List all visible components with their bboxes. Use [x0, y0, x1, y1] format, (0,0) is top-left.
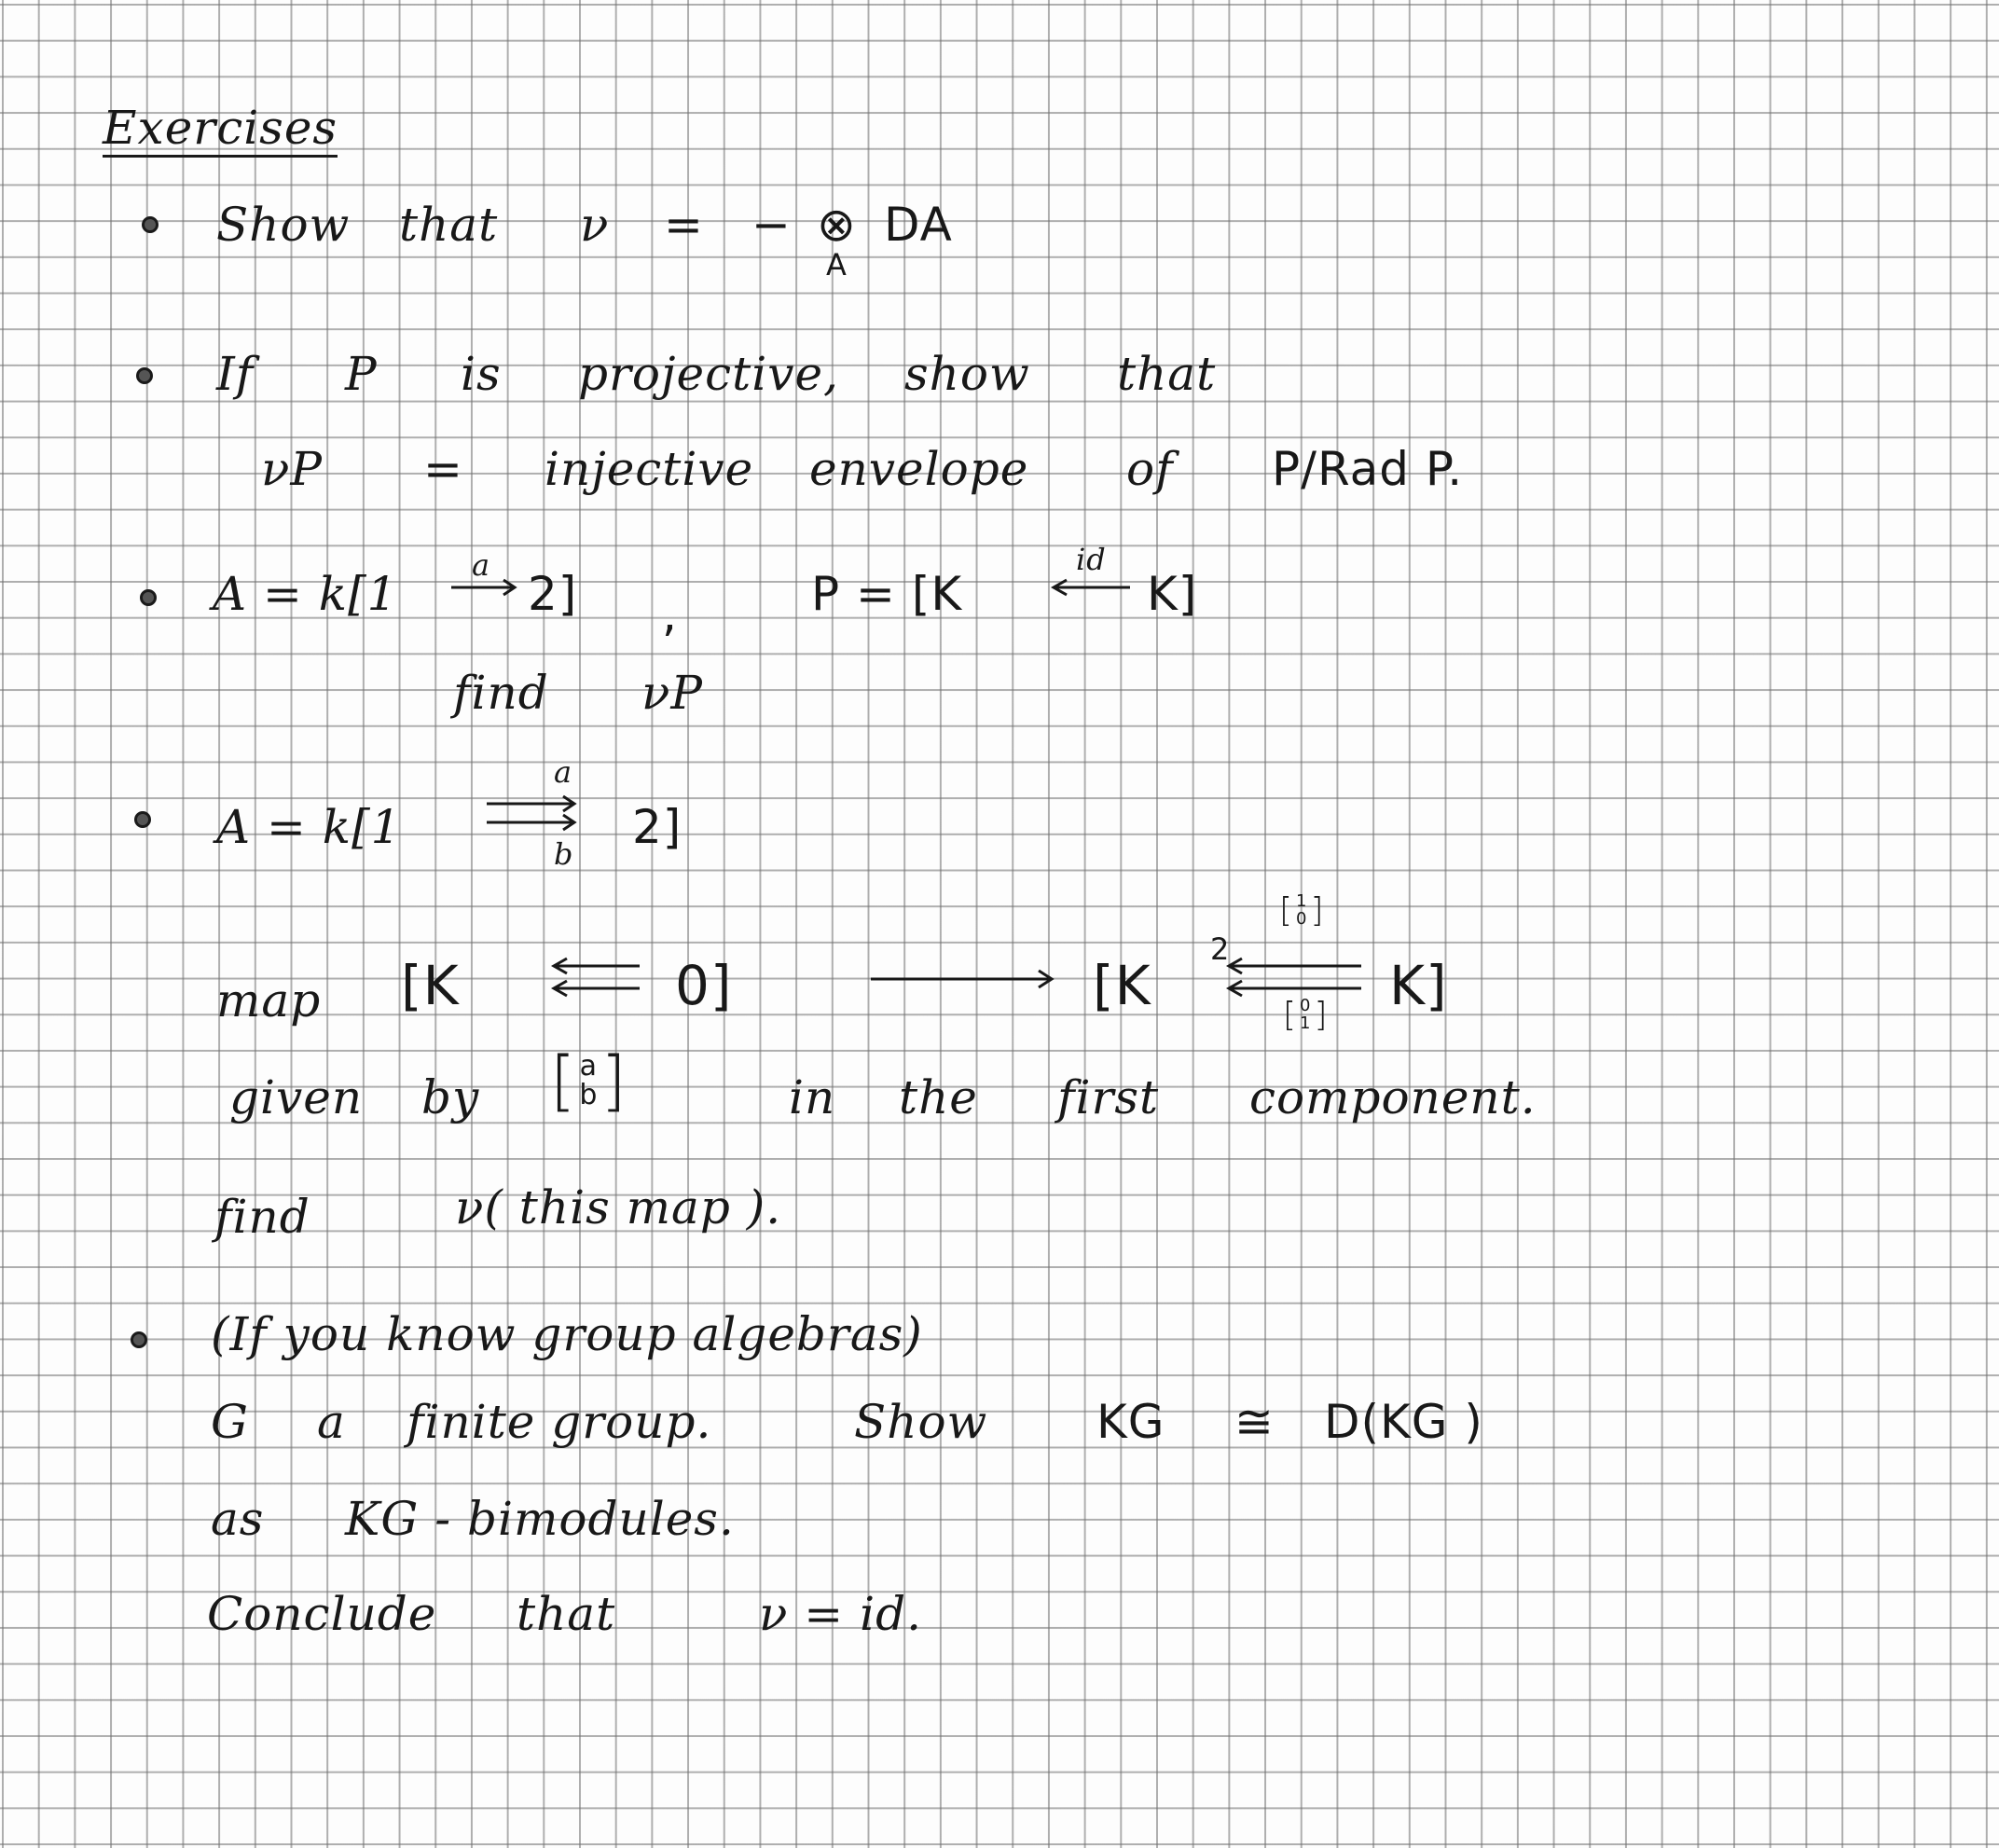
- ex2-prad: P/Rad P.: [1272, 442, 1464, 496]
- ex5-g: G: [211, 1395, 249, 1449]
- ex3-nup: νP: [641, 666, 704, 720]
- ex3-a-def: A = k[1: [213, 567, 398, 621]
- exercises-heading: Exercises: [103, 104, 338, 158]
- ex2-injective: injective: [545, 442, 754, 496]
- ex1-that: that: [399, 198, 499, 252]
- ex5-that: that: [517, 1587, 616, 1641]
- ex1-tensor-group: [817, 198, 857, 283]
- ex4-nu-map: ν( this map ).: [455, 1180, 782, 1234]
- ex4-tgt-sup: 2: [1210, 931, 1231, 967]
- bullet-4: [134, 811, 151, 828]
- ex4-ab-vector: [ a b ]: [550, 1042, 627, 1119]
- ex4-tgt: [K: [1093, 954, 1151, 1017]
- ex5-paren: (If you know group algebras): [211, 1307, 923, 1361]
- ex3-find: find: [453, 666, 549, 720]
- ex4-component: component.: [1249, 1070, 1537, 1124]
- ex1-nu: ν: [580, 198, 610, 252]
- ex4-bottom-vector: [ 0 1 ]: [1283, 995, 1328, 1034]
- ex5-nu-id: ν = id.: [759, 1587, 922, 1641]
- ex4-top-vector: [ 1 0 ]: [1279, 890, 1324, 930]
- ex5-conclude: Conclude: [207, 1587, 437, 1641]
- ex3-comma: ,: [662, 587, 678, 641]
- ex5-finite-group: finite group.: [407, 1395, 712, 1449]
- ex2-projective: projective,: [578, 347, 839, 401]
- ex2-if: If: [216, 347, 255, 401]
- ex2-envelope: envelope: [809, 442, 1029, 496]
- ex2-nup: νP: [261, 442, 324, 496]
- ex1-eq: =: [664, 198, 704, 252]
- ex1-dash: −: [751, 198, 792, 252]
- ex4-ab-vec-1: b: [579, 1079, 598, 1111]
- ex3-arrow-id: id: [1076, 542, 1107, 577]
- ex4-ab-vec-0: a: [579, 1049, 598, 1083]
- ex4-label-a: a: [554, 754, 573, 790]
- bullet-5: [131, 1331, 147, 1348]
- ex2-show: show: [904, 347, 1030, 401]
- ex2-that: that: [1117, 347, 1217, 401]
- ex3-p-def: P = [K: [811, 567, 963, 621]
- ex4-src-double-arrow: [546, 947, 649, 1013]
- ex4-first: first: [1057, 1070, 1160, 1124]
- ex3-arrow-label: a: [472, 547, 491, 583]
- ex3-p-def-end: K]: [1147, 567, 1198, 621]
- ex4-find: find: [214, 1190, 310, 1244]
- ex2-eq: =: [423, 442, 463, 496]
- ex2-p: P: [345, 347, 378, 401]
- ex4-tgt-end: K]: [1389, 954, 1448, 1017]
- ex3-a-def-end: 2]: [528, 567, 578, 621]
- ex4-given: given: [229, 1070, 364, 1124]
- ex2-of: of: [1126, 442, 1174, 496]
- ex5-as: as: [211, 1492, 265, 1546]
- ex4-a-def: A = k[1: [216, 800, 402, 854]
- ex4-top-vec-0: 1: [1296, 890, 1307, 911]
- ex4-label-b: b: [554, 836, 574, 872]
- bullet-1: [142, 216, 159, 233]
- ex5-dkg: D(KG ): [1324, 1395, 1483, 1449]
- ex4-src: [K: [401, 954, 460, 1017]
- ex4-a-def-end: 2]: [632, 800, 682, 854]
- ex2-is: is: [461, 347, 502, 401]
- ex5-kg: KG: [1096, 1395, 1165, 1449]
- ex5-a: a: [317, 1395, 346, 1449]
- ex1-da: DA: [884, 198, 953, 252]
- ex4-the: the: [899, 1070, 978, 1124]
- ex5-iso: ≅: [1234, 1395, 1275, 1449]
- ex4-by: by: [421, 1070, 480, 1124]
- ex4-bot-vec-1: 1: [1300, 1013, 1311, 1033]
- ex5-bimod: KG - bimodules.: [345, 1492, 735, 1546]
- ex1-show: Show: [216, 198, 351, 252]
- ex4-src-end: 0]: [675, 954, 733, 1017]
- ex4-map-arrow: [867, 960, 1063, 998]
- ex4-double-arrow: [483, 783, 586, 839]
- bullet-2: [136, 367, 153, 384]
- ex4-in: in: [789, 1070, 836, 1124]
- ex4-top-vec-1: 0: [1296, 908, 1307, 929]
- ex4-bot-vec-0: 0: [1300, 995, 1311, 1015]
- ex1-tensor-sub: A: [826, 247, 848, 283]
- ex5-show: Show: [854, 1395, 988, 1449]
- ex1-tensor: ⊗: [817, 198, 857, 252]
- bullet-3: [140, 589, 157, 606]
- ex4-map: map: [216, 973, 322, 1027]
